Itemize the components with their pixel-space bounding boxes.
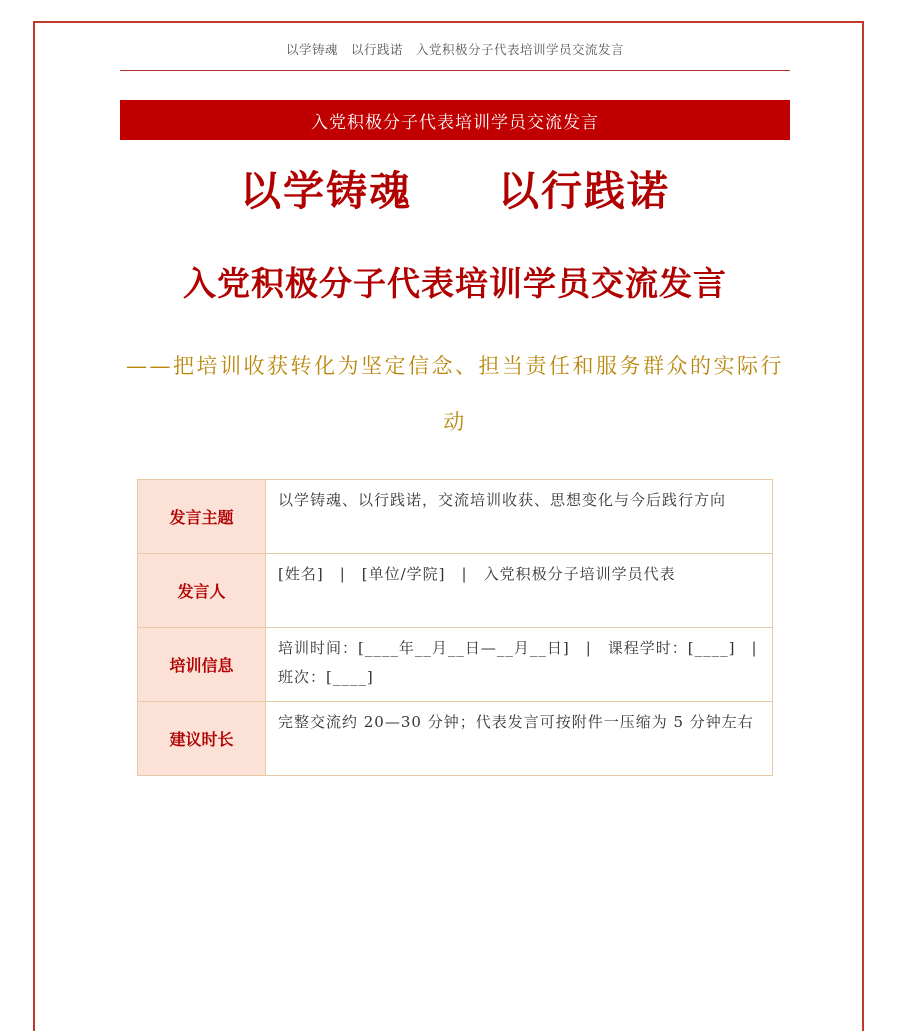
sub-title: 入党积极分子代表培训学员交流发言 xyxy=(183,264,727,303)
table-row xyxy=(138,554,773,628)
row-value-training-info: 培训时间：[____年__月__日—__月__日] | 课程学时：[____] | 班次：[____] xyxy=(266,628,773,702)
table-row xyxy=(138,480,773,554)
title-banner xyxy=(120,100,790,140)
main-title: 以学铸魂 以行践诺 xyxy=(240,167,670,215)
table-row xyxy=(138,702,773,776)
running-header: 以学铸魂 以行践诺 入党积极分子代表培训学员交流发言 xyxy=(285,42,624,57)
header-divider xyxy=(120,70,790,71)
row-label-topic: 发言主题 xyxy=(138,480,266,554)
info-table xyxy=(137,479,773,776)
row-value-topic: 以学铸魂、以行践诺，交流培训收获、思想变化与今后践行方向 xyxy=(266,480,773,554)
row-label-training-info: 培训信息 xyxy=(138,628,266,702)
row-label-speaker: 发言人 xyxy=(138,554,266,628)
row-value-duration: 完整交流约 20—30 分钟；代表发言可按附件一压缩为 5 分钟左右 xyxy=(266,702,773,776)
banner-text: 入党积极分子代表培训学员交流发言 xyxy=(311,112,599,133)
table-row xyxy=(138,628,773,702)
tagline: ——把培训收获转化为坚定信念、担当责任和服务群众的实际行动 xyxy=(126,354,784,434)
row-label-duration: 建议时长 xyxy=(138,702,266,776)
row-value-speaker: [姓名] | [单位/学院] | 入党积极分子培训学员代表 xyxy=(266,554,773,628)
